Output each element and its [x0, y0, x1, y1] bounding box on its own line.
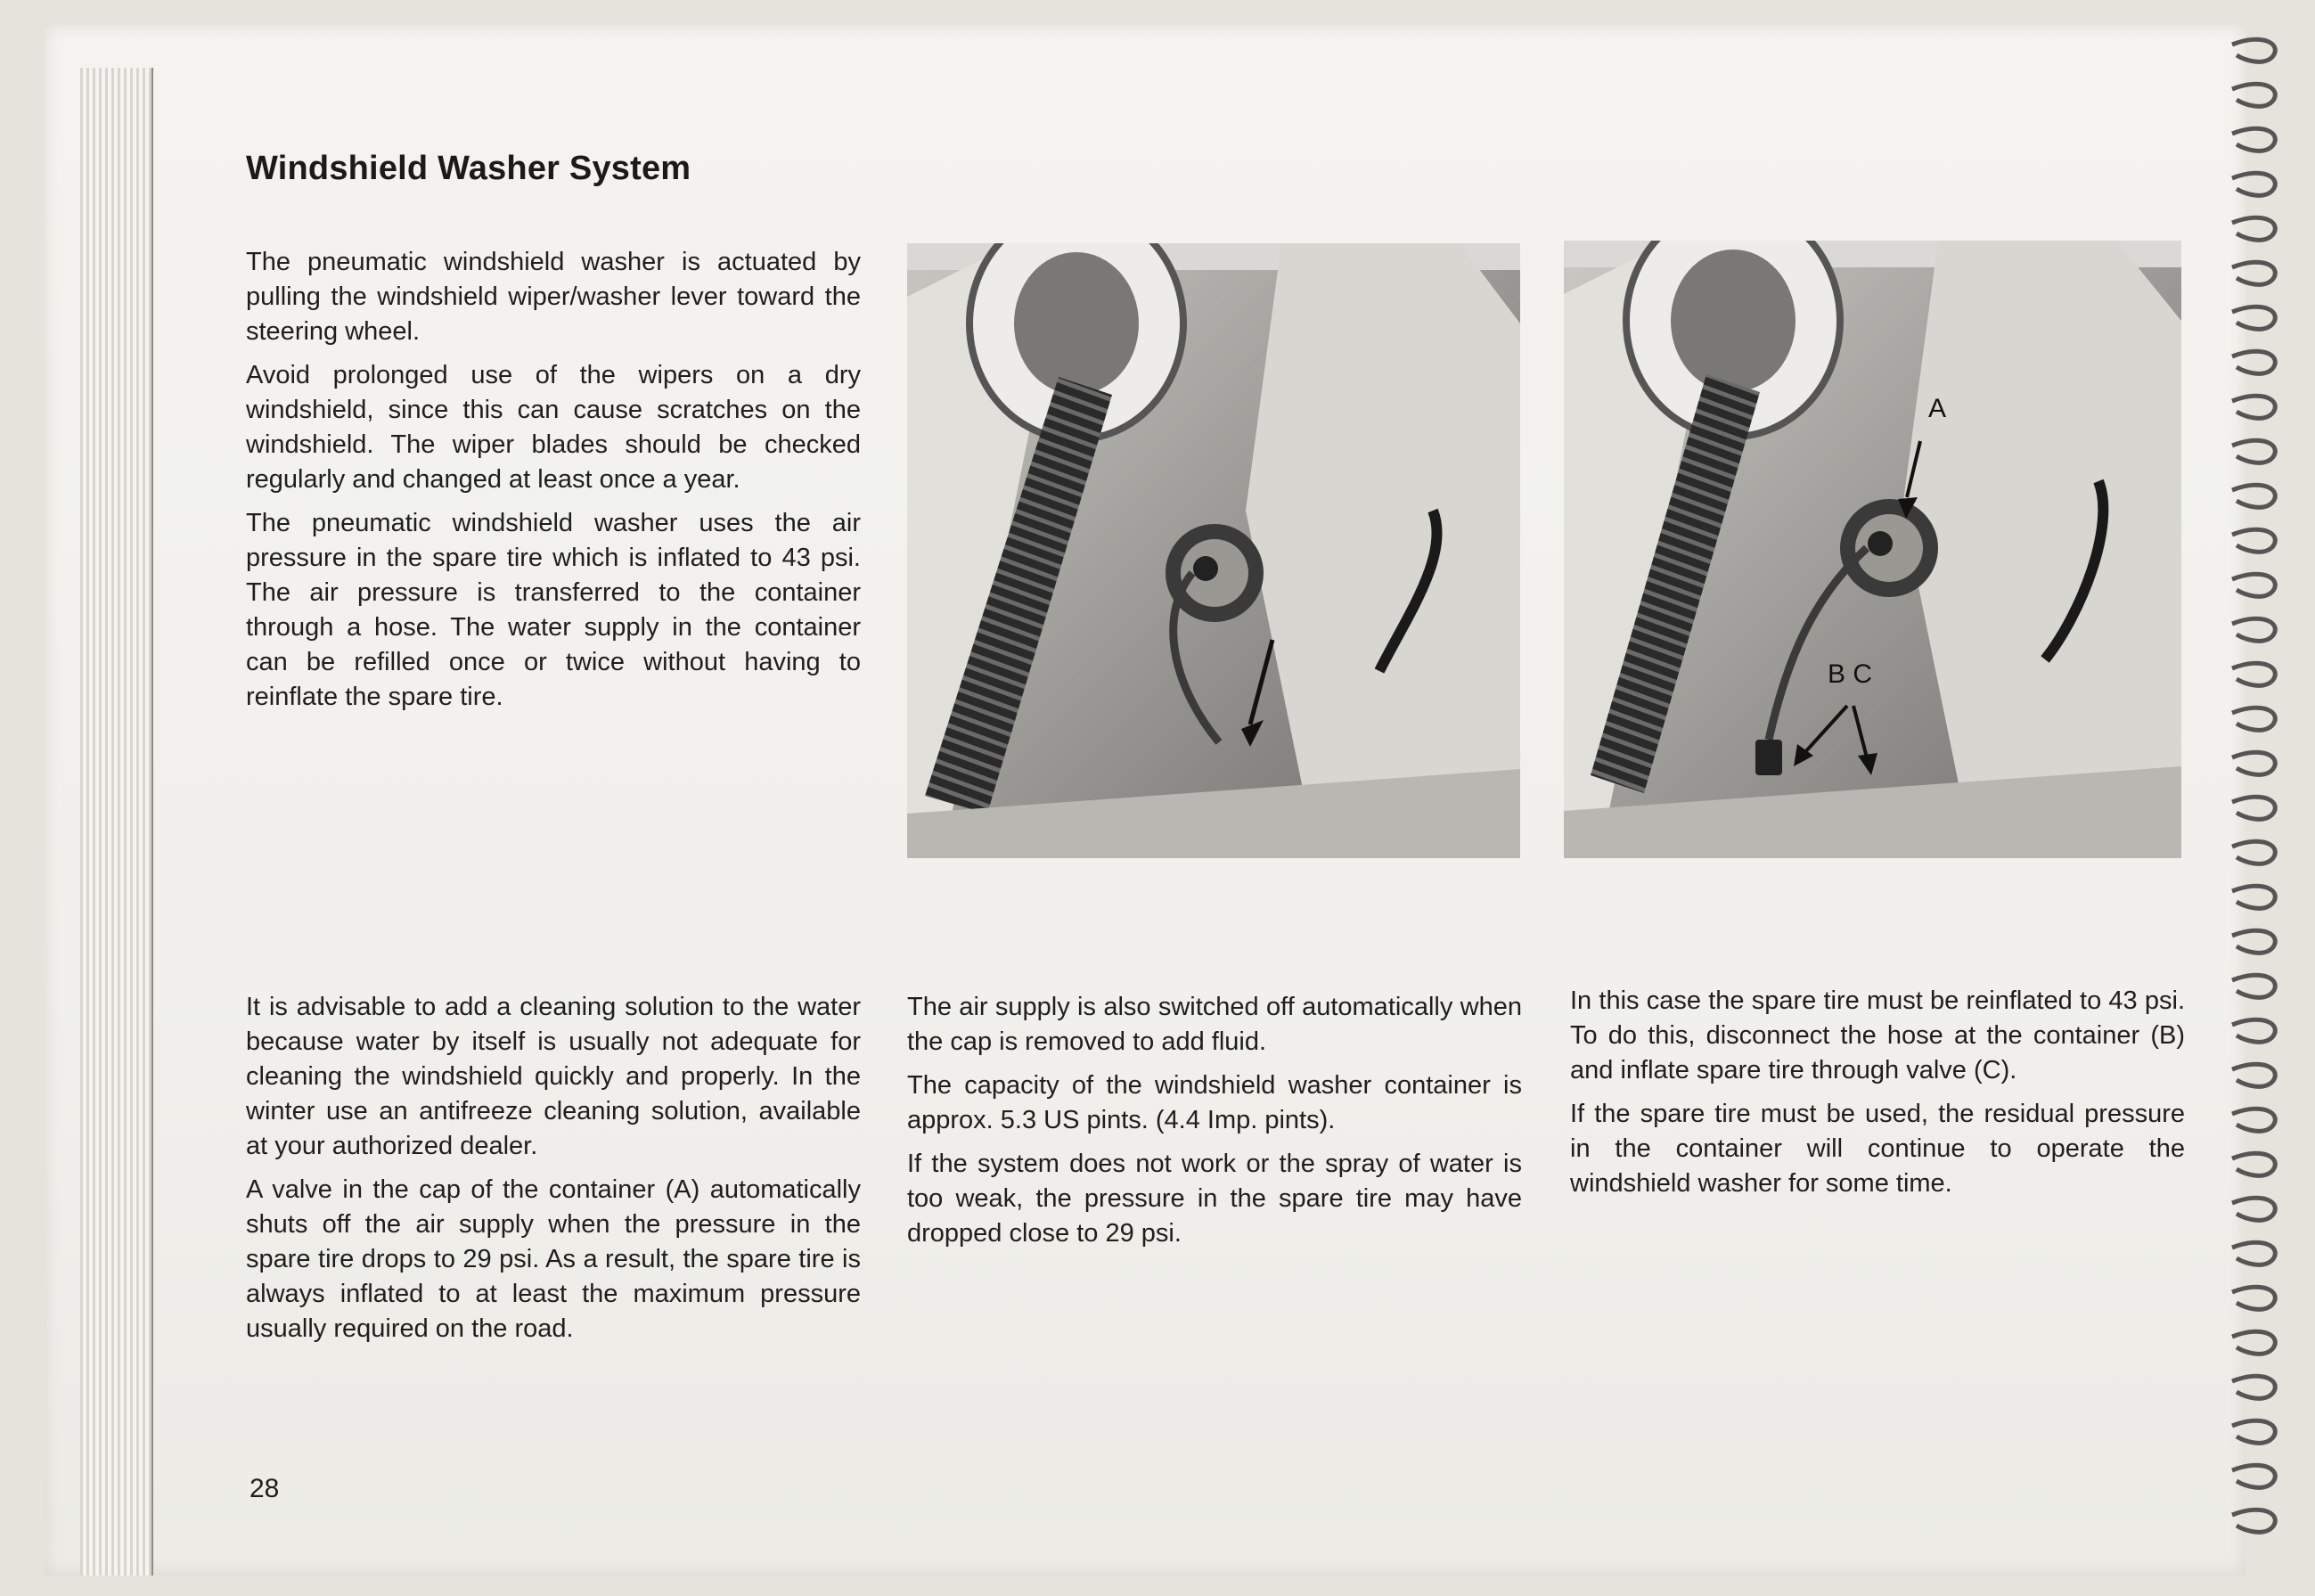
paragraph: The capacity of the windshield washer container is approx. 5.3 US pints. (4.4 Imp. pints). [907, 1071, 1522, 1134]
column-2-text [907, 990, 1522, 1260]
binding-ring [2232, 173, 2275, 195]
manual-page [45, 25, 2245, 1576]
binding-ring [2232, 396, 2275, 418]
paragraph: The pneumatic windshield washer uses the air pressure in the spare tire which is inflated to 43 psi. The air pressure is transferred to the container through a hose. The water supply in the container can be refilled once or twice without having to reinflate the spare tire. [246, 509, 861, 711]
binding-ring [2232, 351, 2275, 373]
binding-ring [2232, 1242, 2275, 1265]
binding-ring [2232, 39, 2275, 61]
binding-ring [2232, 307, 2275, 329]
binding-ring [2232, 485, 2275, 507]
binding-ring [2232, 975, 2275, 997]
page-number: 28 [249, 1474, 280, 1503]
binding-ring [2232, 663, 2275, 685]
column-1-top-text [246, 245, 861, 724]
paragraph: It is advisable to add a cleaning solution to the water because water by itself is usually not adequate for cleaning the windshield quickly and properly. In the winter use an antifreeze cleaning solution, available at your authorized dealer. [246, 993, 861, 1160]
photo-washer-container [907, 243, 1520, 858]
binding-ring [2232, 262, 2275, 284]
paragraph: The air supply is also switched off automatically when the cap is removed to add fluid. [907, 993, 1522, 1056]
binding-ring [2232, 1465, 2275, 1487]
binding-ring [2232, 1019, 2275, 1042]
washer-container-illustration [907, 243, 1520, 858]
binding-ring [2232, 217, 2275, 240]
binding-ring [2232, 886, 2275, 908]
callout-label-bc: B C [1828, 659, 1873, 689]
page-edge-stack [80, 68, 153, 1576]
binding-ring [2232, 1064, 2275, 1086]
section-title: Windshield Washer System [246, 150, 691, 187]
column-1-bottom-text [246, 990, 861, 1355]
binding-ring [2232, 1287, 2275, 1309]
binding-ring [2232, 529, 2275, 552]
binding-ring [2232, 930, 2275, 953]
binding-ring [2232, 574, 2275, 596]
paragraph: If the system does not work or the spray of water is too weak, the pressure in the spare tire may have dropped close to 29 psi. [907, 1150, 1522, 1248]
callout-label-a: A [1928, 394, 1947, 423]
binding-ring [2232, 1198, 2275, 1220]
binding-ring [2232, 1510, 2275, 1532]
binding-ring [2232, 841, 2275, 863]
binding-ring [2232, 1376, 2275, 1398]
binding-ring [2232, 752, 2275, 774]
paragraph: Avoid prolonged use of the wipers on a dry windshield, since this can cause scratches on the windshield. The wiper blades should be checked regularly and changed at least once a year. [246, 361, 861, 494]
binding-ring [2232, 708, 2275, 730]
binding-ring [2232, 440, 2275, 462]
binding-ring [2232, 797, 2275, 819]
paragraph: The pneumatic windshield washer is actuated by pulling the windshield wiper/washer lever toward the steering wheel. [246, 248, 861, 346]
washer-container-labeled-illustration [1564, 241, 2181, 858]
binding-ring [2232, 128, 2275, 151]
column-3-text [1570, 984, 2185, 1210]
binding-ring [2232, 618, 2275, 641]
binding-ring [2232, 84, 2275, 106]
photo-washer-container-labeled [1564, 241, 2181, 858]
binding-ring [2232, 1109, 2275, 1131]
binding-ring [2232, 1420, 2275, 1443]
binding-ring [2232, 1153, 2275, 1175]
paragraph: A valve in the cap of the container (A) automatically shuts off the air supply when the pressure in the spare tire drops to 29 psi. As a result, the spare tire is always inflated to at least the maximum pressure usually required on the road. [246, 1175, 861, 1343]
paragraph: In this case the spare tire must be reinflated to 43 psi. To do this, disconnect the hose at the container (B) and inflate spare tire through valve (C). [1570, 986, 2185, 1084]
binding-ring [2232, 1331, 2275, 1354]
spiral-binding [2228, 27, 2290, 1559]
paragraph: If the spare tire must be used, the residual pressure in the container will continue to operate the windshield washer for some time. [1570, 1100, 2185, 1198]
